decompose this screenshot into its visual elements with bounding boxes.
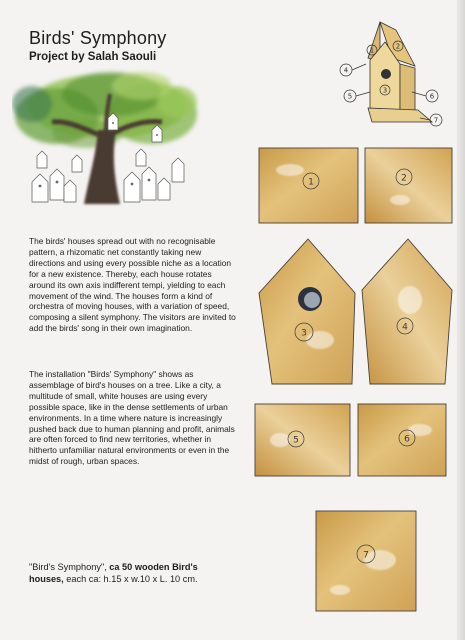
- assembly-label-4: 4: [343, 66, 349, 75]
- assembly-label-3: 3: [382, 86, 388, 95]
- assembly-label-7: 7: [433, 116, 439, 125]
- wood-piece-3: [259, 239, 355, 384]
- wood-piece-5: [255, 404, 350, 476]
- description-paragraph-1: The birds' houses spread out with no recognisable pattern, a rhizomatic net constantly taking new directions and using every possible niche as a location for a new existence. Thereby, each house rotates around its own axis indifferent tempi, yielding to each movement of the wind. The houses form a kind of orchestra of moving houses, with a variation of speed, composing a silent symphony. The visitors are invited to add the birds' song in their own imagination.: [29, 236, 236, 334]
- piece-label-4: 4: [402, 322, 408, 333]
- piece-label-3: 3: [301, 328, 307, 339]
- piece-label-5: 5: [293, 435, 299, 446]
- wood-piece-6: [358, 404, 446, 476]
- assembly-label-5: 5: [347, 92, 353, 101]
- wood-piece-2: [365, 148, 452, 223]
- page-subtitle: Project by Salah Saouli: [29, 51, 157, 63]
- caption-title: "Bird's Symphony",: [29, 562, 110, 572]
- caption-dimensions: each ca: h.15 x w.10 x L. 10 cm.: [63, 573, 198, 584]
- description-paragraph-2: The installation "Birds' Symphony" shows as assemblage of bird's houses on a tree. Like a city, a multitude of small, white houses are using every possible space, like in the dense settlements of urban environments. In a time where nature is increasingly pushed back due to human planning and profit, animals are often forced to find new territories, whether in hitherto unfamiliar natural environments or even in the midst of rough, urban spaces.: [29, 369, 235, 467]
- assembly-label-6: 6: [429, 92, 435, 101]
- piece-label-7: 7: [363, 550, 369, 561]
- piece-label-6: 6: [404, 434, 410, 445]
- assembly-label-1: 1: [369, 46, 375, 55]
- piece-label-2: 2: [401, 173, 407, 184]
- assembly-label-2: 2: [395, 42, 401, 51]
- caption-material: ca 50 wooden Bird's houses,: [29, 562, 198, 584]
- page-title: Birds' Symphony: [29, 28, 167, 48]
- piece-label-1: 1: [308, 177, 314, 188]
